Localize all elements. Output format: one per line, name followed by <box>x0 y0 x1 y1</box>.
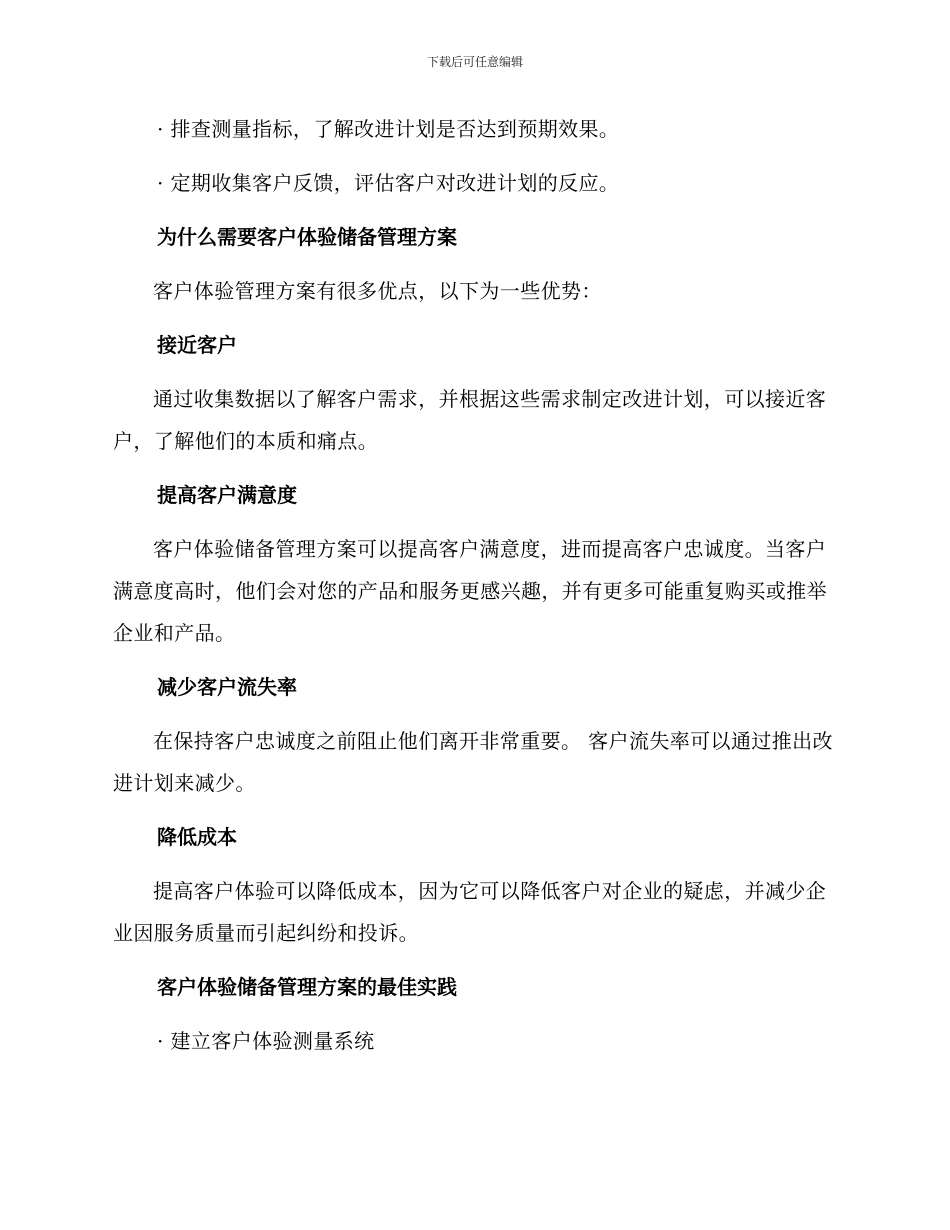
paragraph: 客户体验管理方案有很多优点，以下为一些优势： <box>153 279 602 303</box>
page-header: 下载后可任意编辑 <box>426 55 523 69</box>
section-heading: 提高客户满意度 <box>157 483 297 507</box>
paragraph: 客户体验储备管理方案可以提高客户满意度，进而提高客户忠诚度。当客户满意度高时，他们会对您的产品和服务更感兴趣，并有更多可能重复购买或推举企业和产品。 <box>113 537 827 645</box>
bullet-item: · 定期收集客户反馈，评估客户对改进计划的反应。 <box>157 171 620 195</box>
section-heading: 为什么需要客户体验储备管理方案 <box>157 225 457 249</box>
document-body <box>113 108 837 1074</box>
section-heading: 减少客户流失率 <box>157 675 297 699</box>
paragraph: 提高客户体验可以降低成本，因为它可以降低客户对企业的疑虑，并减少企业因服务质量而引起纠纷和投诉。 <box>113 879 827 945</box>
paragraph: 通过收集数据以了解客户需求，并根据这些需求制定改进计划，可以接近客户，了解他们的本质和痛点。 <box>113 387 827 453</box>
bullet-item: · 建立客户体验测量系统 <box>157 1029 375 1053</box>
section-heading: 接近客户 <box>157 333 237 357</box>
section-heading: 降低成本 <box>157 825 237 849</box>
bullet-item: · 排查测量指标，了解改进计划是否达到预期效果。 <box>157 117 620 141</box>
paragraph: 在保持客户忠诚度之前阻止他们离开非常重要。 客户流失率可以通过推出改进计划来减少。 <box>113 729 833 795</box>
section-heading: 客户体验储备管理方案的最佳实践 <box>157 975 457 999</box>
